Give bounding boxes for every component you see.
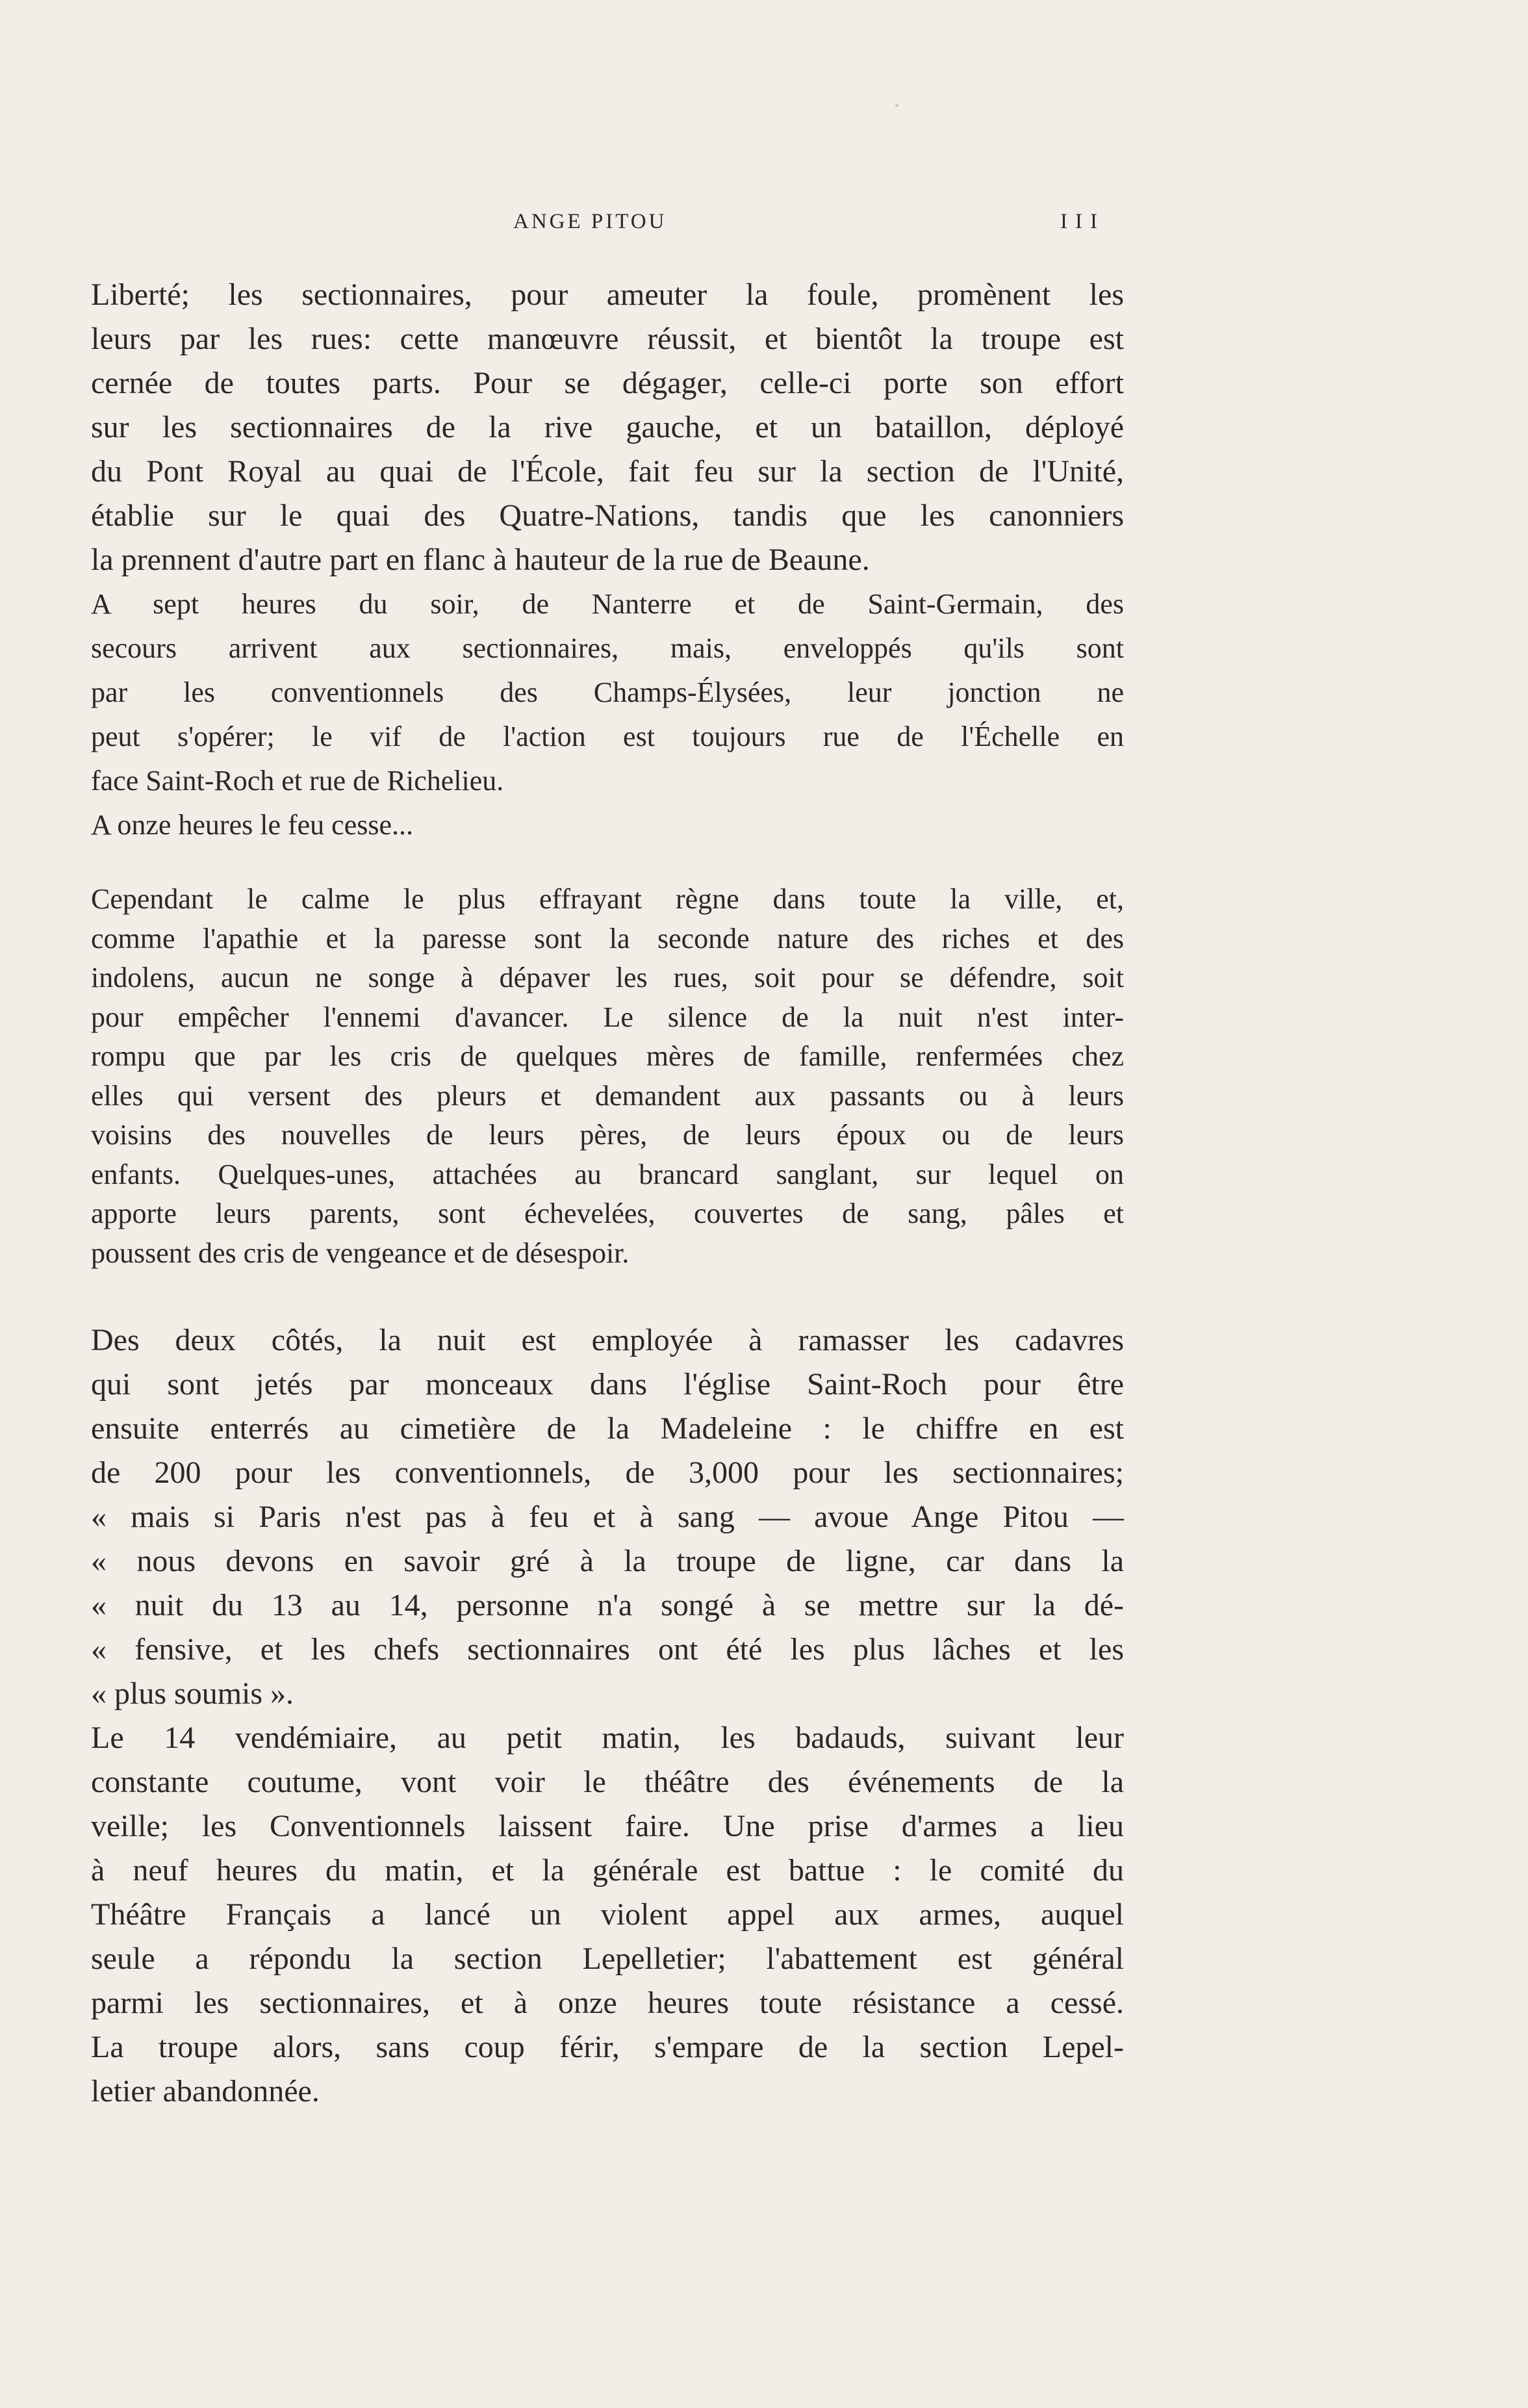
text-line: cernée de toutes parts. Pour se dégager, celle-ci porte son effort <box>91 366 1124 400</box>
text-line: sur les sectionnaires de la rive gauche, et un bataillon, déployé <box>91 410 1124 444</box>
text-line: Liberté; les sectionnaires, pour ameuter la foule, promènent les <box>91 277 1124 312</box>
text-line: letier abandonnée. <box>91 2074 320 2108</box>
text-line: « plus soumis ». <box>91 1676 294 1711</box>
text-line: qui sont jetés par monceaux dans l'église Saint-Roch pour être <box>91 1367 1124 1402</box>
text-line: A sept heures du soir, de Nanterre et de Saint-Germain, des <box>91 588 1124 620</box>
text-line: peut s'opérer; le vif de l'action est toujours rue de l'Échelle en <box>91 721 1124 752</box>
text-line: comme l'apathie et la paresse sont la seconde nature des riches et des <box>91 922 1124 954</box>
paragraph <box>91 1318 1124 1716</box>
text-line: enfants. Quelques-unes, attachées au brancard sanglant, sur lequel on <box>91 1158 1124 1190</box>
text-line: A onze heures le feu cesse... <box>91 809 414 841</box>
text-line: à neuf heures du matin, et la générale est battue : le comité du <box>91 1853 1124 1888</box>
text-line: ensuite enterrés au cimetière de la Madeleine : le chiffre en est <box>91 1411 1124 1446</box>
text-line: « mais si Paris n'est pas à feu et à sang — avoue Ange Pitou — <box>91 1500 1124 1534</box>
text-line: poussent des cris de vengeance et de désespoir. <box>91 1236 630 1269</box>
paragraph-spacer <box>91 1273 1124 1318</box>
page-number: III <box>1060 210 1105 233</box>
text-line: la prennent d'autre part en flanc à hauteur de la rue de Beaune. <box>91 543 870 577</box>
text-line: « nous devons en savoir gré à la troupe de ligne, car dans la <box>91 1544 1124 1578</box>
text-line: secours arrivent aux sectionnaires, mais, enveloppés qu'ils sont <box>91 632 1124 664</box>
text-line: indolens, aucun ne songe à dépaver les rues, soit pour se défendre, soit <box>91 962 1124 993</box>
paper-speck <box>895 104 898 107</box>
text-line: pour empêcher l'ennemi d'avancer. Le silence de la nuit n'est inter- <box>91 1001 1124 1033</box>
text-line: leurs par les rues: cette manœuvre réussit, et bientôt la troupe est <box>91 322 1124 356</box>
text-line: Des deux côtés, la nuit est employée à ramasser les cadavres <box>91 1323 1124 1357</box>
text-line: voisins des nouvelles de leurs pères, de leurs époux ou de leurs <box>91 1119 1124 1151</box>
running-head <box>91 210 1528 246</box>
text-line: elles qui versent des pleurs et demandent aux passants ou à leurs <box>91 1079 1124 1112</box>
text-line: apporte leurs parents, sont échevelées, couvertes de sang, pâles et <box>91 1198 1124 1229</box>
text-line: constante coutume, vont voir le théâtre des événements de la <box>91 1765 1124 1799</box>
text-line: de 200 pour les conventionnels, de 3,000 pour les sectionnaires; <box>91 1455 1124 1490</box>
paragraph-spacer <box>91 847 1124 880</box>
text-line: seule a répondu la section Lepelletier; l'abattement est général <box>91 1941 1124 1976</box>
running-title: ANGE PITOU <box>513 210 667 233</box>
paragraph <box>91 582 1124 847</box>
text-line: La troupe alors, sans coup férir, s'empare de la section Lepel- <box>91 2030 1124 2064</box>
text-line: du Pont Royal au quai de l'École, fait feu sur la section de l'Unité, <box>91 454 1124 489</box>
paragraph <box>91 273 1124 582</box>
text-line: Le 14 vendémiaire, au petit matin, les badauds, suivant leur <box>91 1721 1124 1755</box>
paragraph <box>91 880 1124 1273</box>
paragraph <box>91 1716 1124 2114</box>
text-line: Cependant le calme le plus effrayant règne dans toute la ville, et, <box>91 883 1124 915</box>
text-line: rompu que par les cris de quelques mères de famille, renfermées chez <box>91 1040 1124 1072</box>
text-line: par les conventionnels des Champs-Élysées, leur jonction ne <box>91 676 1124 708</box>
text-line: « fensive, et les chefs sectionnaires ont été les plus lâches et les <box>91 1632 1124 1667</box>
text-line: face Saint-Roch et rue de Richelieu. <box>91 765 504 797</box>
text-line: veille; les Conventionnels laissent faire. Une prise d'armes a lieu <box>91 1809 1124 1843</box>
text-line: établie sur le quai des Quatre-Nations, tandis que les canonniers <box>91 498 1124 533</box>
text-line: Théâtre Français a lancé un violent appel aux armes, auquel <box>91 1897 1124 1932</box>
text-line: parmi les sectionnaires, et à onze heures toute résistance a cessé. <box>91 1986 1124 2020</box>
body-text <box>91 273 1124 2114</box>
text-line: « nuit du 13 au 14, personne n'a songé à se mettre sur la dé- <box>91 1588 1124 1622</box>
